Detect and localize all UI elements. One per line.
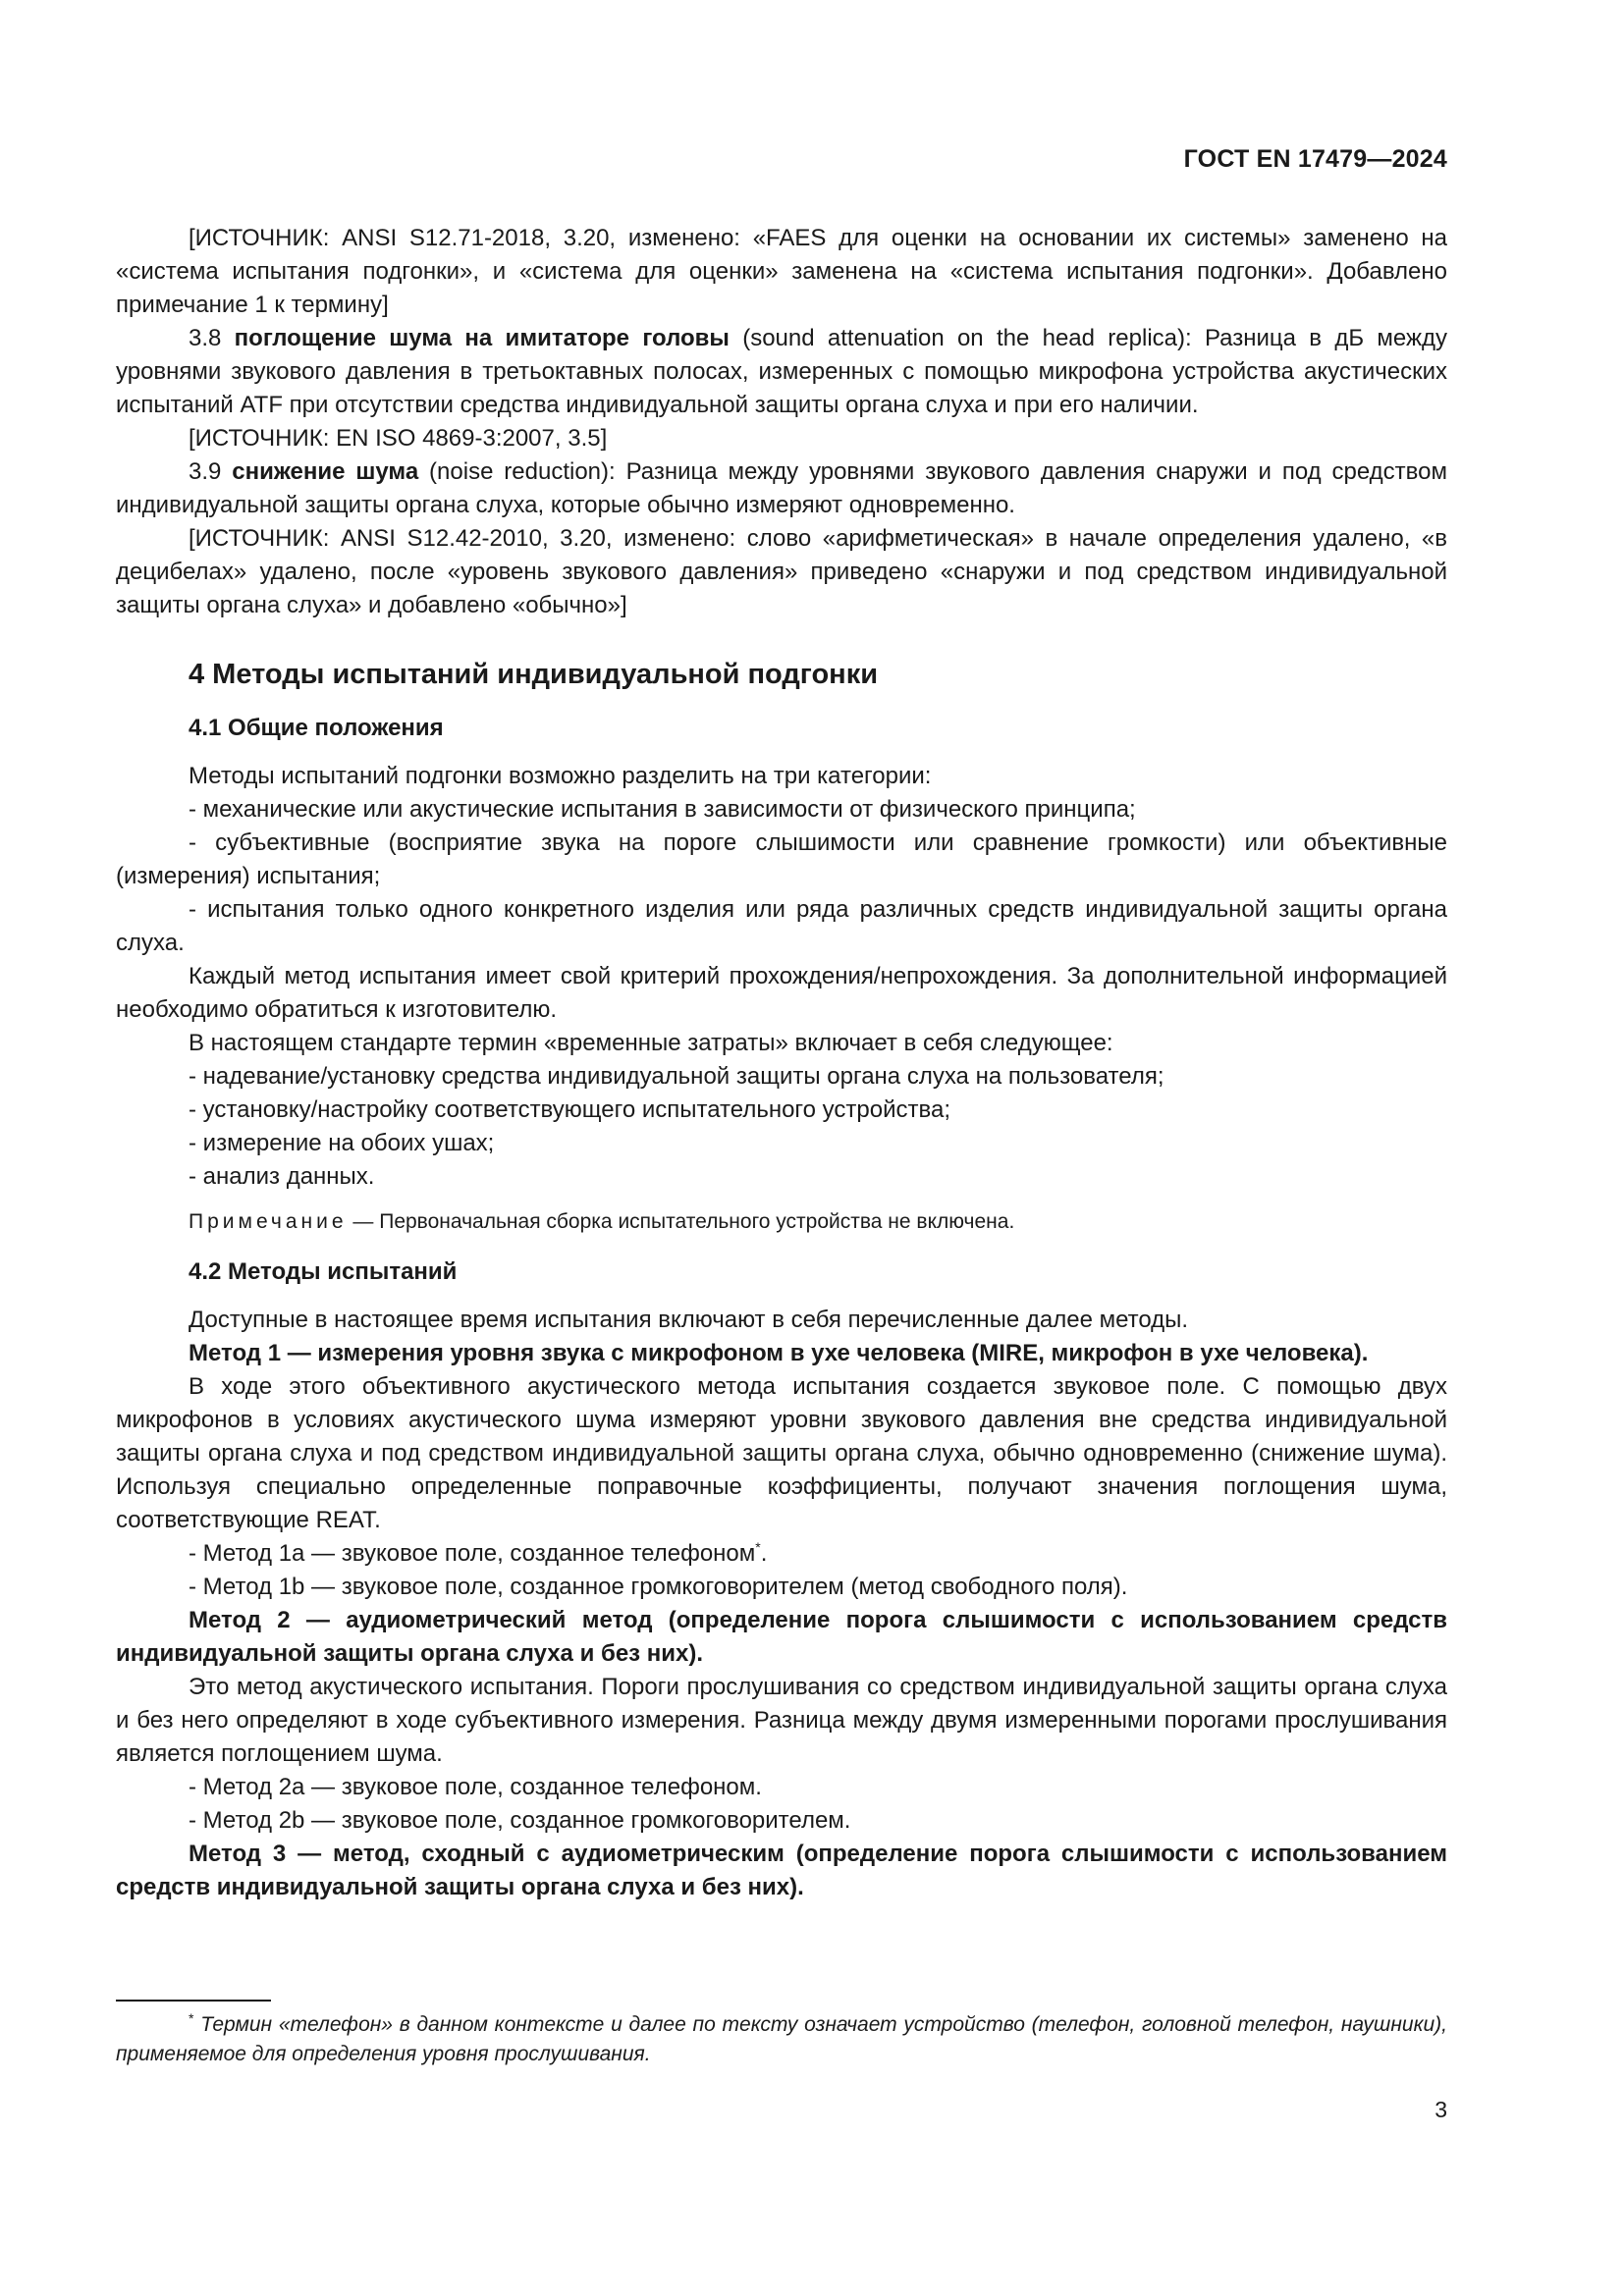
method-3-title: Метод 3 — метод, сходный с аудиометрическим (определение порога слышимости с использованием средств индивидуальной защиты органа слуха и без них). bbox=[116, 1841, 1447, 1900]
source-note-s1242: [ИСТОЧНИК: ANSI S12.42-2010, 3.20, изменено: слово «арифметическая» в начале определения удалено, «в децибелах» удалено, после «уровень звукового давления» приведено «снаружи и под средством индивидуальной защиты органа слуха» и добавлено «обычно»] bbox=[116, 525, 1447, 618]
footnote-text: Термин «телефон» в данном контексте и далее по тексту означает устройство (телефон, головной телефон, наушники), применяемое для определения уровня прослушивания. bbox=[116, 2013, 1447, 2065]
list-item: - субъективные (восприятие звука на пороге слышимости или сравнение громкости) или объективные (измерения) испытания; bbox=[116, 829, 1447, 889]
term-number: 3.8 bbox=[189, 325, 235, 351]
subsection-4-2-heading: 4.2 Методы испытаний bbox=[189, 1258, 458, 1285]
method-1a-end: . bbox=[760, 1540, 768, 1567]
method-1a bbox=[116, 1537, 1447, 1571]
footnote-separator bbox=[116, 2000, 271, 2002]
document-page bbox=[116, 0, 1447, 2296]
method-1b: - Метод 1b — звуковое поле, созданное громкоговорителем (метод свободного поля). bbox=[189, 1574, 1128, 1600]
note-text: — Первоначальная сборка испытательного устройства не включена. bbox=[347, 1210, 1015, 1233]
term-number: 3.9 bbox=[189, 458, 233, 485]
time-costs-intro: В настоящем стандарте термин «временные затраты» включает в себя следующее: bbox=[189, 1030, 1113, 1056]
method-2-title: Метод 2 — аудиометрический метод (определение порога слышимости с использованием средств индивидуальной защиты органа слуха и без них). bbox=[116, 1607, 1447, 1667]
section-4-heading: 4 Методы испытаний индивидуальной подгонки bbox=[189, 659, 879, 690]
method-1a-text: - Метод 1а — звуковое поле, созданное телефоном bbox=[189, 1540, 756, 1567]
method-2b: - Метод 2b — звуковое поле, созданное громкоговорителем. bbox=[189, 1807, 851, 1834]
footnote-mark: * bbox=[189, 2010, 194, 2026]
method-2a: - Метод 2а — звуковое поле, созданное телефоном. bbox=[189, 1774, 762, 1800]
list-item: - анализ данных. bbox=[189, 1163, 375, 1190]
term-name: снижение шума bbox=[232, 458, 419, 485]
method-1-title: Метод 1 — измерения уровня звука с микрофоном в ухе человека (MIRE, микрофон в ухе человека). bbox=[189, 1340, 1369, 1366]
subsection-4-1-heading: 4.1 Общие положения bbox=[189, 715, 444, 741]
criterion-paragraph: Каждый метод испытания имеет свой критерий прохождения/непрохождения. За дополнительной информацией необходимо обратиться к изготовителю. bbox=[116, 963, 1447, 1023]
page-content bbox=[116, 222, 1447, 1904]
source-note-320: [ИСТОЧНИК: ANSI S12.71-2018, 3.20, изменено: «FAES для оценки на основании их системы» заменено на «система испытания подгонки», и «система для оценки» заменена на «система испытания подгонки». Добавлено примечание 1 к термину] bbox=[116, 225, 1447, 318]
footnote bbox=[116, 2010, 1447, 2069]
list-item: - установку/настройку соответствующего испытательного устройства; bbox=[189, 1096, 950, 1123]
method-2-text: Это метод акустического испытания. Пороги прослушивания со средством индивидуальной защиты органа слуха и без него определяют в ходе субъективного измерения. Разница между двумя измеренными порогами прослушивания является поглощением шума. bbox=[116, 1674, 1447, 1767]
footnote-ref: * bbox=[755, 1539, 761, 1555]
categories-intro: Методы испытаний подгонки возможно разделить на три категории: bbox=[189, 763, 932, 789]
list-item: - механические или акустические испытания в зависимости от физического принципа; bbox=[189, 796, 1136, 823]
list-item: - надевание/установку средства индивидуальной защиты органа слуха на пользователя; bbox=[189, 1063, 1164, 1090]
term-definition: (noise reduction): Разница между уровнями звукового давления снаружи и под средством индивидуальной защиты органа слуха, которые обычно измеряют одновременно. bbox=[116, 458, 1448, 518]
standard-designation: ГОСТ EN 17479—2024 bbox=[1183, 145, 1447, 173]
term-3-9 bbox=[116, 455, 1447, 522]
source-note-iso: [ИСТОЧНИК: EN ISO 4869-3:2007, 3.5] bbox=[189, 425, 608, 452]
note bbox=[189, 1207, 1447, 1237]
method-1-text: В ходе этого объективного акустического метода испытания создается звуковое поле. С помощью двух микрофонов в условиях акустического шума измеряют уровни звукового давления вне средства индивидуальной защиты органа слуха и под средством индивидуальной защиты органа слуха, обычно одновременно (снижение шума). Используя специально определенные поправочные коэффициенты, получают значения поглощения шума, соответствующие REAT. bbox=[116, 1373, 1447, 1533]
term-definition: (sound attenuation on the head replica): Разница в дБ между уровнями звукового давления в третьоктавных полосах, измеренных с помощью микрофона устройства акустических испытаний ATF при отсутствии средства индивидуальной защиты органа слуха и при его наличии. bbox=[116, 325, 1448, 418]
methods-intro: Доступные в настоящее время испытания включают в себя перечисленные далее методы. bbox=[189, 1307, 1189, 1333]
list-item: - измерение на обоих ушах; bbox=[189, 1130, 495, 1156]
term-3-8 bbox=[116, 322, 1447, 422]
note-label: Примечание bbox=[189, 1210, 348, 1233]
term-name: поглощение шума на имитаторе головы bbox=[234, 325, 730, 351]
page-number: 3 bbox=[1435, 2097, 1447, 2122]
list-item: - испытания только одного конкретного изделия или ряда различных средств индивидуальной защиты органа слуха. bbox=[116, 896, 1447, 956]
